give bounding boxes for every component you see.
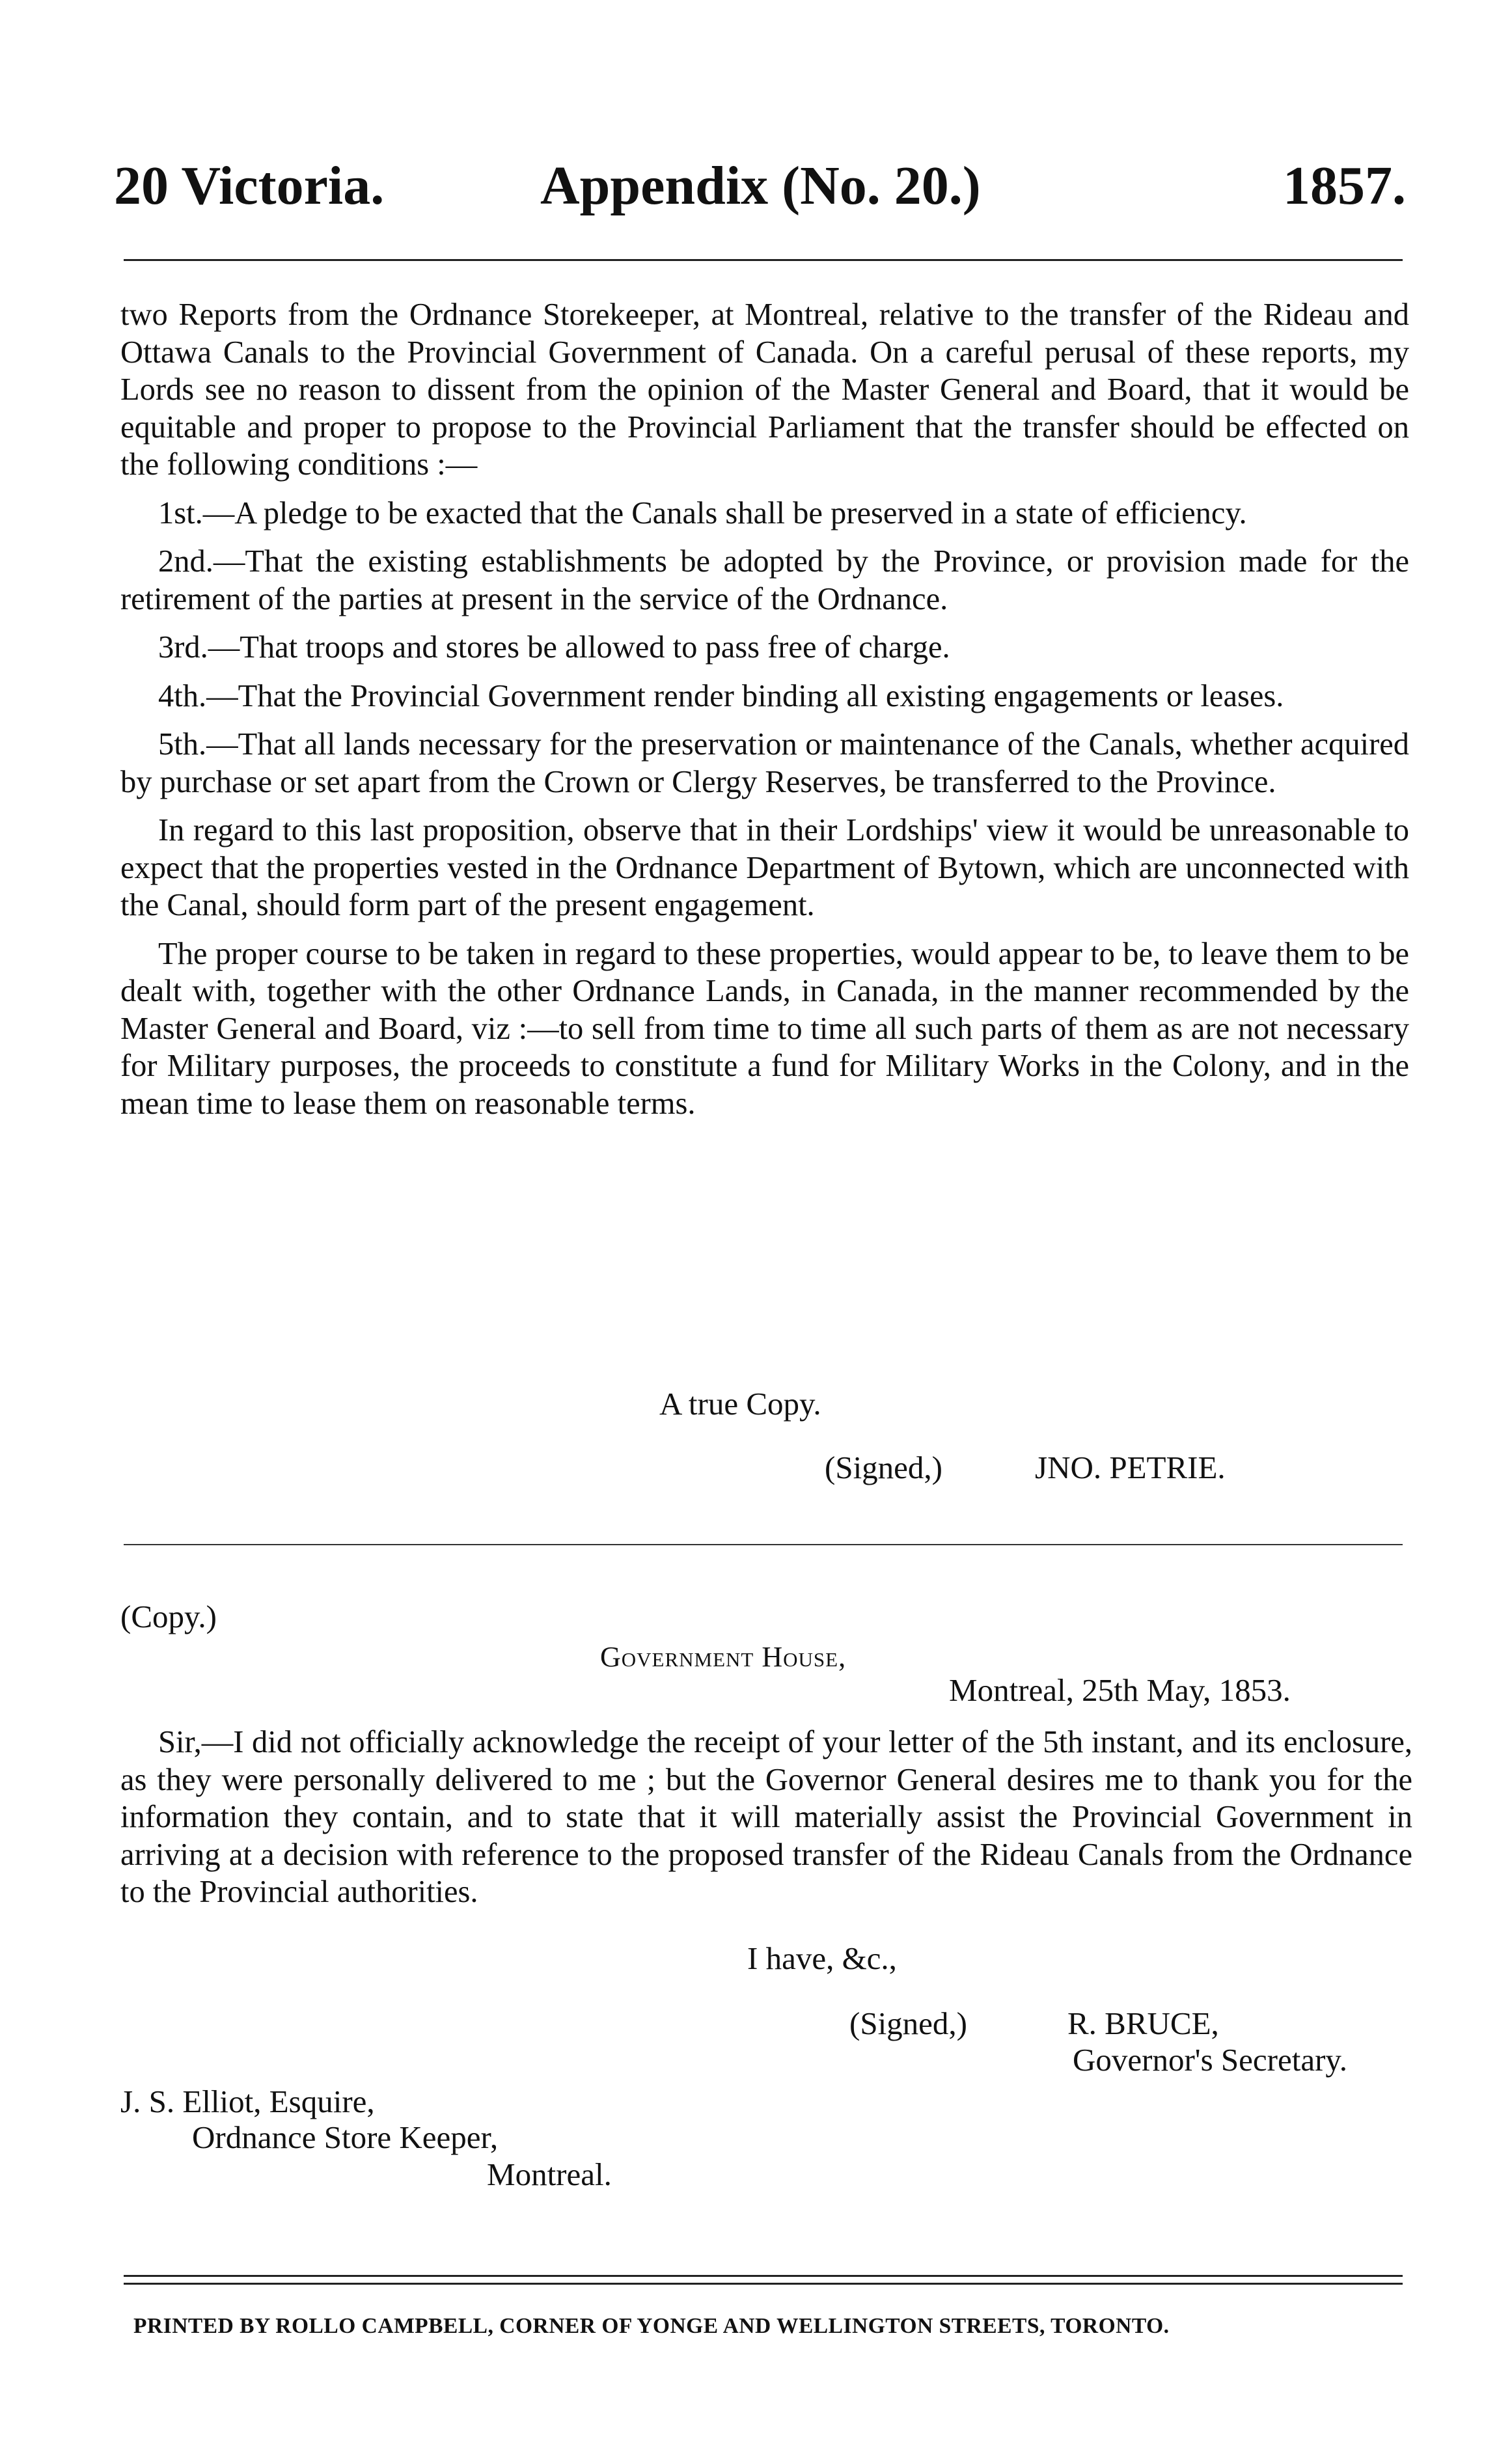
footer-rule-top bbox=[124, 2275, 1403, 2277]
header-year: 1857. bbox=[1283, 156, 1406, 216]
footer-rule-bottom bbox=[124, 2283, 1403, 2285]
report-signatory: JNO. PETRIE. bbox=[1035, 1450, 1226, 1485]
addressee-name: J. S. Elliot, Esquire, bbox=[120, 2084, 375, 2119]
letter-date: Montreal, 25th May, 1853. bbox=[949, 1672, 1291, 1708]
header-appendix: Appendix (No. 20.) bbox=[540, 156, 981, 216]
header-session: 20 Victoria. bbox=[114, 156, 385, 216]
report-condition-4: 4th.—That the Provincial Government render binding all existing engagements or leases. bbox=[158, 678, 1284, 713]
header-rule bbox=[124, 259, 1403, 261]
report-paragraph-intro: two Reports from the Ordnance Storekeeper, at Montreal, relative to the transfer of the Rideau and Ottawa Canals to the Provincial Government of Canada. On a careful perusal of these reports, my Lords see no reason to dissent from the opinion of the Master General and Board, that it would be equitable and proper to propose to the Provincial Parliament that the transfer should be effected on the following conditions :— bbox=[120, 297, 1409, 482]
page-header bbox=[114, 154, 1406, 225]
report-signed-label: (Signed,) bbox=[825, 1450, 942, 1485]
section-divider bbox=[124, 1544, 1403, 1545]
addressee-title: Ordnance Store Keeper, bbox=[192, 2119, 499, 2155]
letter-signatory-title: Governor's Secretary. bbox=[1073, 2042, 1347, 2078]
report-condition-2: 2nd.—That the existing establishments be adopted by the Province, or provision made for the retirement of the parties at present in the service of the Ordnance. bbox=[120, 544, 1409, 616]
letter-signed-label: (Signed,) bbox=[849, 2005, 967, 2041]
true-copy-label: A true Copy. bbox=[659, 1386, 821, 1422]
addressee-city: Montreal. bbox=[487, 2156, 612, 2192]
letter-closing: I have, &c., bbox=[747, 1940, 897, 1976]
report-body bbox=[120, 296, 1409, 1133]
letter-paragraph: Sir,—I did not officially acknowledge the receipt of your letter of the 5th instant, and its enclosure, as they were personally delivered to me ; but the Governor General desires me to thank you for the information they contain, and to state that it will materially assist the Provincial Government in arriving at a decision with reference to the proposed transfer of the Rideau Canals from the Ordnance to the Provincial authorities. bbox=[120, 1725, 1412, 1909]
letter-sender-place: Government House, bbox=[600, 1641, 847, 1673]
report-condition-3: 3rd.—That troops and stores be allowed to pass free of charge. bbox=[158, 630, 950, 665]
report-paragraph-regard: In regard to this last proposition, observe that in their Lordships' view it would be unreasonable to expect that the properties vested in the Ordnance Department of Bytown, which are unconnected with the Canal, should form part of the present engagement. bbox=[120, 813, 1409, 922]
letter-body bbox=[120, 1724, 1412, 1922]
copy-label: (Copy.) bbox=[120, 1599, 217, 1634]
report-paragraph-course: The proper course to be taken in regard to these properties, would appear to be, to leave them to be dealt with, together with the other Ordnance Lands, in Canada, in the manner recommended by the Master General and Board, viz :—to sell from time to time all such parts of them as are not necessary for Military purposes, the proceeds to constitute a fund for Military Works in the Colony, and in the mean time to lease them on reasonable terms. bbox=[120, 936, 1409, 1121]
report-condition-5: 5th.—That all lands necessary for the preservation or maintenance of the Canals, whether acquired by purchase or set apart from the Crown or Clergy Reserves, be transferred to the Province. bbox=[120, 727, 1409, 799]
letter-signatory: R. BRUCE, bbox=[1067, 2005, 1219, 2041]
printer-imprint: PRINTED BY ROLLO CAMPBELL, CORNER OF YONGE AND WELLINGTON STREETS, TORONTO. bbox=[133, 2314, 1170, 2338]
report-condition-1: 1st.—A pledge to be exacted that the Canals shall be preserved in a state of efficiency. bbox=[158, 495, 1247, 530]
